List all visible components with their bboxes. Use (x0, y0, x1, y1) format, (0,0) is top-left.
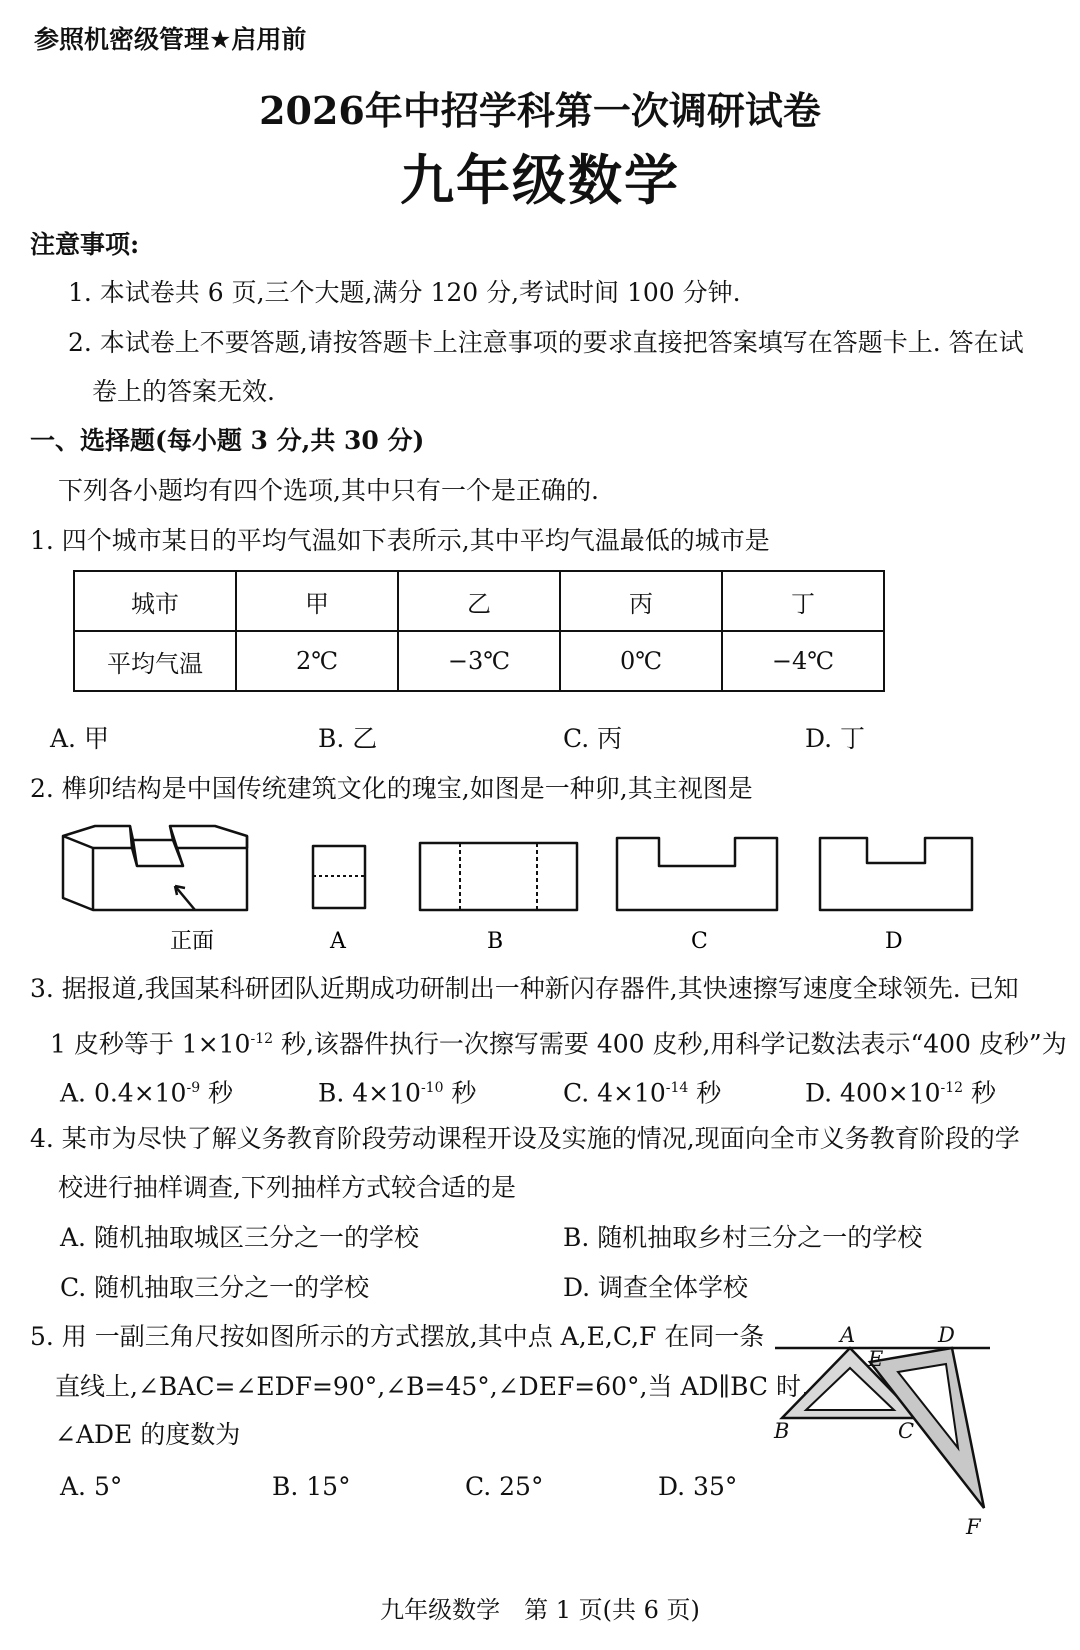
notice-heading: 注意事项: (30, 230, 140, 259)
point-d-label: D (938, 1323, 955, 1347)
table-cell: 城市 (74, 571, 236, 631)
q5-option-a[interactable]: A. 5° (60, 1472, 123, 1501)
q3-option-b-exp: -10 (420, 1080, 444, 1096)
q3-option-c-exp: -14 (665, 1080, 689, 1096)
table-cell: −4℃ (722, 631, 884, 691)
front-label: 正面 (170, 929, 215, 954)
q4-option-d[interactable]: D. 调查全体学校 (563, 1273, 749, 1302)
q4-option-a[interactable]: A. 随机抽取城区三分之一的学校 (60, 1223, 419, 1252)
option-a-figure (313, 846, 365, 908)
q1-option-d[interactable]: D. 丁 (805, 724, 866, 753)
table-cell: 甲 (236, 571, 398, 631)
option-label-b: B (487, 929, 504, 954)
table-cell: −3℃ (398, 631, 560, 691)
q3-line2 (50, 1022, 1067, 1061)
q1-option-c[interactable]: C. 丙 (563, 724, 623, 753)
subject-title: 九年级数学 (400, 148, 680, 212)
confidential-label: 参照机密级管理★启用前 (34, 25, 307, 54)
section1-intro: 下列各小题均有四个选项,其中只有一个是正确的. (58, 476, 599, 505)
notice-item-2: 2. 本试卷上不要答题,请按答题卡上注意事项的要求直接把答案填写在答题卡上. 答在试 (68, 328, 1024, 357)
q3-option-d[interactable] (805, 1071, 996, 1110)
mortise-3d-figure (63, 826, 247, 910)
q5-triangle-figure (770, 1320, 1000, 1540)
q3-line1: 3. 据报道,我国某科研团队近期成功研制出一种新闪存器件,其快速擦写速度全球领先. 已知 (30, 974, 1019, 1003)
q1-option-a[interactable]: A. 甲 (50, 724, 109, 753)
table-cell: 乙 (398, 571, 560, 631)
q4-option-c[interactable]: C. 随机抽取三分之一的学校 (60, 1273, 370, 1302)
q3-option-d-exp: -12 (940, 1080, 964, 1096)
q3-option-a-pre: A. 0.4×10 (60, 1078, 187, 1108)
q3-option-c-post: 秒 (688, 1078, 722, 1108)
q4-line1: 4. 某市为尽快了解义务教育阶段劳动课程开设及实施的情况,现面向全市义务教育阶段的学 (30, 1124, 1020, 1153)
q3-option-a[interactable] (60, 1071, 233, 1110)
temperature-table (73, 570, 885, 692)
notice-item-2-cont: 卷上的答案无效. (92, 377, 275, 406)
q3-option-a-post: 秒 (200, 1078, 234, 1108)
point-f-label: F (966, 1515, 981, 1539)
page-footer: 九年级数学 第 1 页(共 6 页) (380, 1596, 700, 1624)
q2-stem: 2. 榫卯结构是中国传统建筑文化的瑰宝,如图是一种卯,其主视图是 (30, 774, 753, 803)
q3-option-c-pre: C. 4×10 (563, 1078, 666, 1108)
option-d-figure (820, 838, 972, 910)
q1-option-b[interactable]: B. 乙 (318, 724, 378, 753)
q3-line2-b: 秒,该器件执行一次擦写需要 400 皮秒,用科学记数法表示“400 皮秒”为 (273, 1029, 1067, 1059)
exam-title: 2026年中招学科第一次调研试卷 (259, 88, 821, 133)
section1-heading: 一、选择题(每小题 3 分,共 30 分) (30, 426, 425, 455)
table-row (74, 571, 884, 631)
table-cell: 丙 (560, 571, 722, 631)
q3-option-b-pre: B. 4×10 (318, 1078, 421, 1108)
q3-option-b-post: 秒 (443, 1078, 477, 1108)
q3-option-b[interactable] (318, 1071, 476, 1110)
q4-option-b[interactable]: B. 随机抽取乡村三分之一的学校 (563, 1223, 923, 1252)
table-cell: 0℃ (560, 631, 722, 691)
table-cell: 2℃ (236, 631, 398, 691)
option-label-c: C (691, 929, 708, 954)
q5-line1: 5. 用 一副三角尺按如图所示的方式摆放,其中点 A,E,C,F 在同一条 (30, 1322, 765, 1351)
q5-option-c[interactable]: C. 25° (465, 1472, 544, 1501)
q5-option-b[interactable]: B. 15° (272, 1472, 351, 1501)
q1-stem: 1. 四个城市某日的平均气温如下表所示,其中平均气温最低的城市是 (30, 526, 770, 555)
option-c-figure (617, 838, 777, 910)
q2-figures (55, 818, 1015, 958)
q3-option-d-pre: D. 400×10 (805, 1078, 941, 1108)
q5-option-d[interactable]: D. 35° (658, 1472, 738, 1501)
point-c-label: C (898, 1419, 915, 1443)
q5-line3: ∠ADE 的度数为 (55, 1420, 241, 1449)
q3-option-d-post: 秒 (963, 1078, 997, 1108)
notice-item-1: 1. 本试卷共 6 页,三个大题,满分 120 分,考试时间 100 分钟. (68, 278, 741, 307)
option-b-figure (420, 843, 577, 910)
table-cell: 平均气温 (74, 631, 236, 691)
option-label-d: D (885, 929, 903, 954)
q4-line2: 校进行抽样调查,下列抽样方式较合适的是 (58, 1173, 516, 1202)
option-label-a: A (330, 929, 346, 954)
table-row (74, 631, 884, 691)
point-a-label: A (840, 1323, 856, 1347)
triangle-def (870, 1348, 984, 1508)
point-e-label: E (868, 1347, 884, 1371)
q3-option-a-exp: -9 (186, 1080, 201, 1096)
point-b-label: B (774, 1419, 790, 1443)
q5-line2: 直线上,∠BAC=∠EDF=90°,∠B=45°,∠DEF=60°,当 AD∥BC 时, (55, 1372, 809, 1401)
q3-option-c[interactable] (563, 1071, 721, 1110)
q3-line2-exp: -12 (250, 1031, 274, 1047)
q3-line2-a: 1 皮秒等于 1×10 (50, 1029, 251, 1059)
table-cell: 丁 (722, 571, 884, 631)
